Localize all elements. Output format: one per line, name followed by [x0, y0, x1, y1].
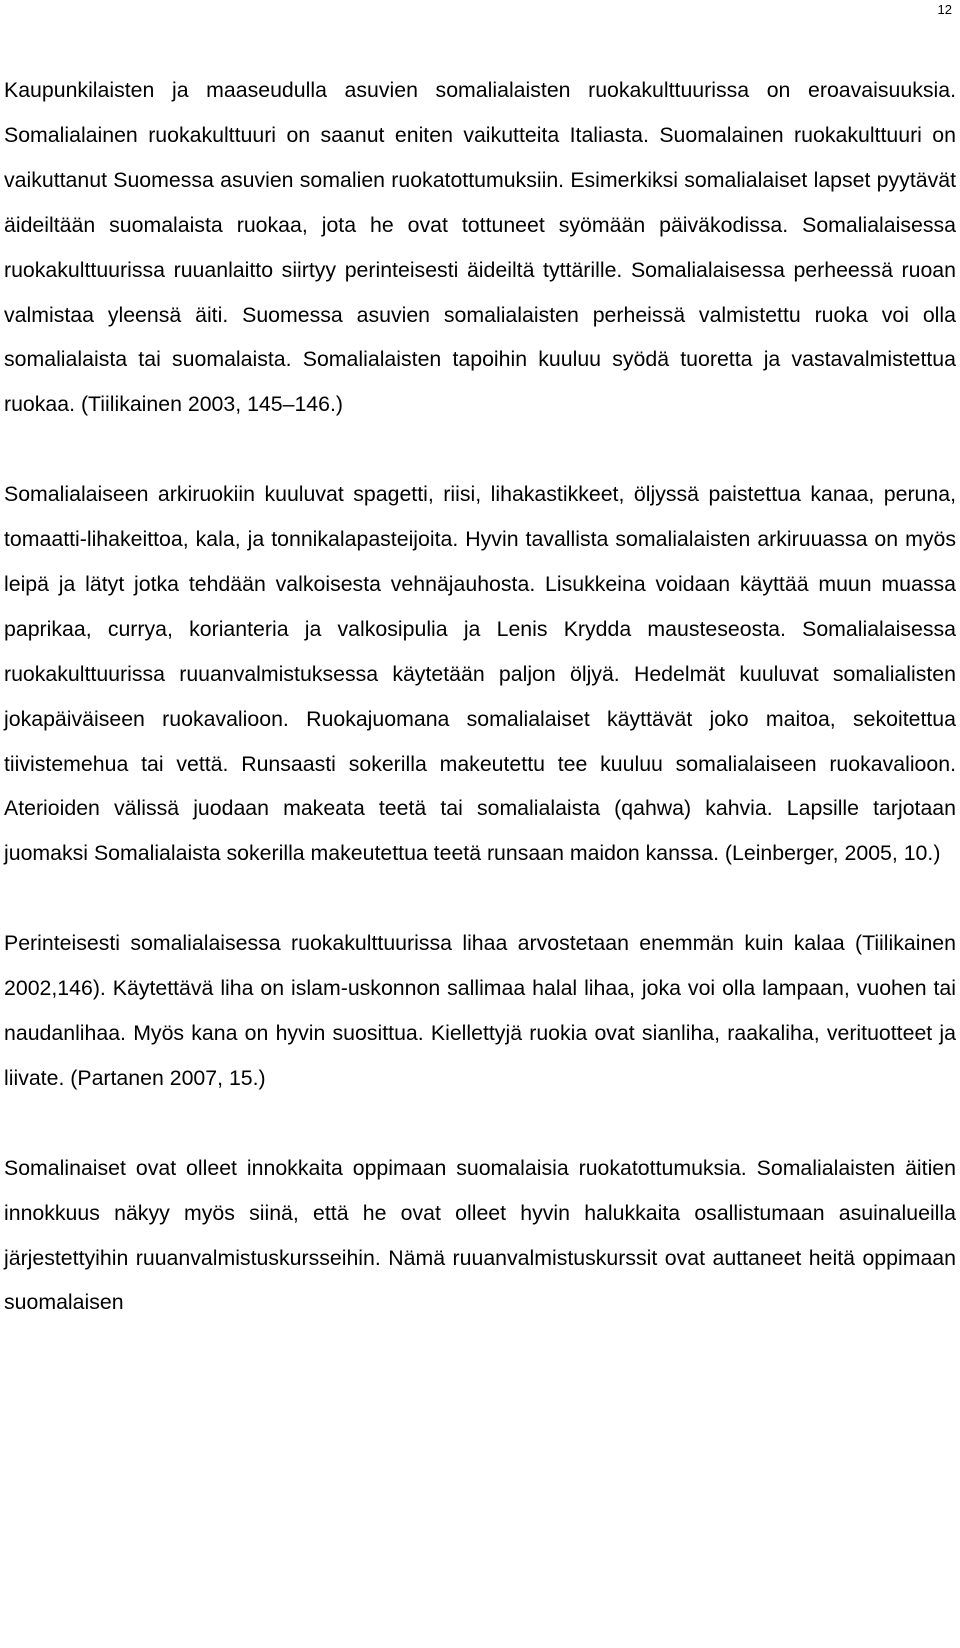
document-body [4, 68, 956, 1325]
paragraph-everyday-foods: Somalialaiseen arkiruokiin kuuluvat spagetti, riisi, lihakastikkeet, öljyssä paistettua kanaa, peruna, tomaatti-lihakeittoa, kala, ja tonnikalapasteijoita. Hyvin tavallista somalialaisten arkiruuassa on myös leipä ja lätyt jotka tehdään valkoisesta vehnäjauhosta. Lisukkeina voidaan käyttää muun muassa paprikaa, currya, korianteria ja valkosipulia ja Lenis Krydda mausteseosta. Somalialaisessa ruokakulttuurissa ruuanvalmistuksessa käytetään paljon öljyä. Hedelmät kuuluvat somalialisten jokapäiväiseen ruokavalioon. Ruokajuomana somalialaiset käyttävät joko maitoa, sekoitettua tiivistemehua tai vettä. Runsaasti sokerilla makeutettu tee kuuluu somalialaiseen ruokavalioon. Aterioiden välissä juodaan makeata teetä tai somalialaista (qahwa) kahvia. Lapsille tarjotaan juomaksi Somalialaista sokerilla makeutettua teetä runsaan maidon kanssa. (Leinberger, 2005, 10.) [4, 482, 956, 866]
page-number: 12 [937, 2, 952, 17]
paragraph-food-culture-differences: Kaupunkilaisten ja maaseudulla asuvien somalialaisten ruokakulttuurissa on eroavaisuuksia. Somalialainen ruokakulttuuri on saanut eniten vaikutteita Italiasta. Suomalainen ruokakulttuuri on vaikuttanut Suomessa asuvien somalien ruokatottumuksiin. Esimerkiksi somalialaiset lapset pyytävät äideiltään suomalaista ruokaa, jota he ovat tottuneet syömään päiväkodissa. Somalialaisessa ruokakulttuurissa ruuanlaitto siirtyy perinteisesti äideiltä tyttärille. Somalialaisessa perheessä ruoan valmistaa yleensä äiti. Suomessa asuvien somalialaisten perheissä valmistettu ruoka voi olla somalialaista tai suomalaista. Somalialaisten tapoihin kuuluu syödä tuoretta ja vastavalmistettua ruokaa. (Tiilikainen 2003, 145–146.) [4, 78, 956, 417]
paragraph-learning-finnish-habits: Somalinaiset ovat olleet innokkaita oppimaan suomalaisia ruokatottumuksia. Somalialaisten äitien innokkuus näkyy myös siinä, että he ovat olleet hyvin halukkaita osallistumaan asuinalueilla järjestettyihin ruuanvalmistuskursseihin. Nämä ruuanvalmistuskurssit ovat auttaneet heitä oppimaan suomalaisen [4, 1155, 956, 1315]
paragraph-meat-traditions: Perinteisesti somalialaisessa ruokakulttuurissa lihaa arvostetaan enemmän kuin kalaa (Tiilikainen 2002,146). Käytettävä liha on islam-uskonnon sallimaa halal lihaa, joka voi olla lampaan, vuohen tai naudanlihaa. Myös kana on hyvin suosittua. Kiellettyjä ruokia ovat sianliha, raakaliha, verituotteet ja liivate. (Partanen 2007, 15.) [4, 931, 956, 1090]
